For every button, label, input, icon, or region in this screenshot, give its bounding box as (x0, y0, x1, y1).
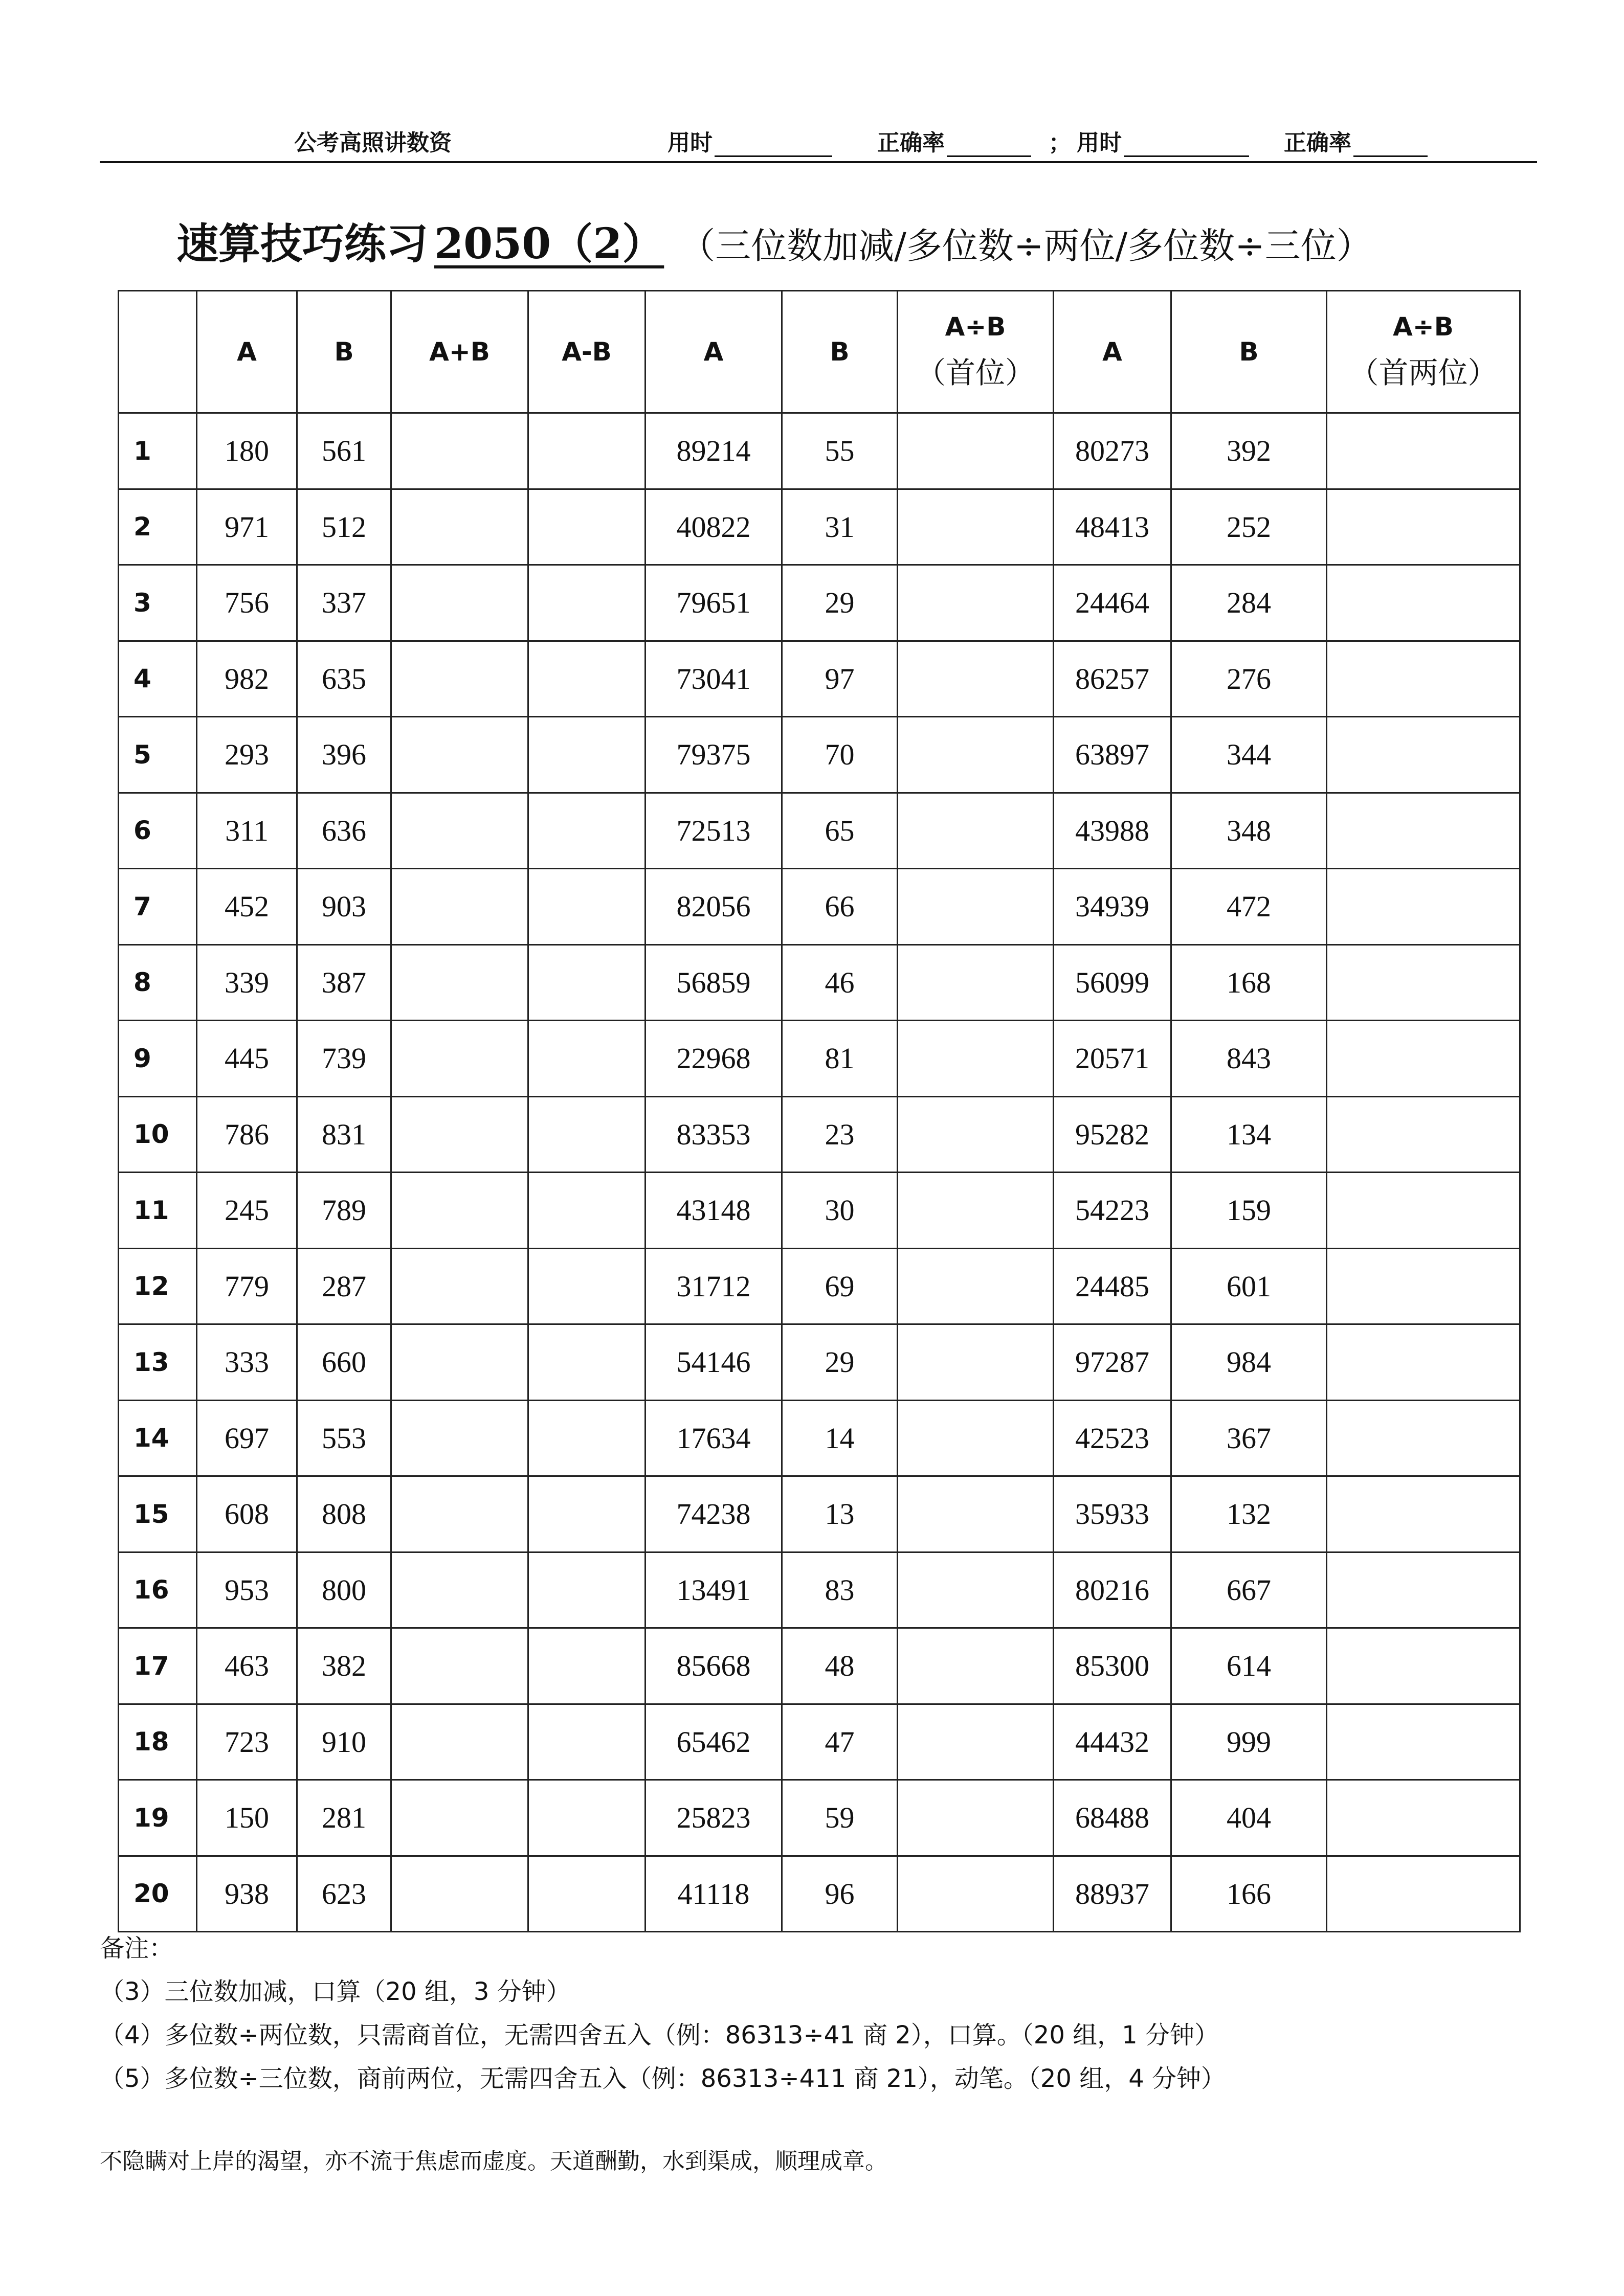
answer-quotient-two[interactable] (1327, 869, 1520, 945)
cell-b2: 81 (782, 1021, 898, 1097)
answer-quotient-first[interactable] (898, 1780, 1054, 1856)
cell-a2: 41118 (646, 1856, 782, 1932)
row-index: 4 (119, 641, 197, 717)
table-row (119, 413, 1520, 489)
answer-diff[interactable] (528, 1248, 646, 1324)
cell-a2: 73041 (646, 641, 782, 717)
cell-b3: 367 (1171, 1400, 1327, 1476)
cell-b2: 65 (782, 793, 898, 869)
answer-quotient-first[interactable] (898, 1324, 1054, 1401)
row-index: 12 (119, 1248, 197, 1324)
cell-a2: 79651 (646, 565, 782, 641)
answer-sum[interactable] (391, 1476, 528, 1552)
table-row (119, 1780, 1520, 1856)
note-line-4: （4）多位数÷两位数，只需商首位，无需四舍五入（例：86313÷41 商 2），口算。（20 组，1 分钟） (100, 2021, 1219, 2050)
answer-quotient-two[interactable] (1327, 793, 1520, 869)
time-field-1[interactable] (668, 124, 832, 157)
cell-a1: 339 (197, 944, 297, 1021)
notes-section (100, 1927, 1532, 2101)
answer-diff[interactable] (528, 1780, 646, 1856)
cell-a1: 971 (197, 489, 297, 565)
title-code: 2050（2） (434, 219, 664, 268)
cell-b2: 47 (782, 1704, 898, 1780)
cell-a2: 85668 (646, 1628, 782, 1704)
cell-a3: 20571 (1054, 1021, 1171, 1097)
cell-b1: 831 (297, 1096, 391, 1173)
answer-diff[interactable] (528, 1476, 646, 1552)
answer-quotient-first[interactable] (898, 1096, 1054, 1173)
table-row (119, 1248, 1520, 1324)
cell-a3: 56099 (1054, 944, 1171, 1021)
cell-a1: 697 (197, 1400, 297, 1476)
cell-b3: 276 (1171, 641, 1327, 717)
quotient-two-label: A÷B (1393, 312, 1454, 342)
cell-a1: 953 (197, 1552, 297, 1628)
time-label-1: 用时 (668, 130, 713, 156)
cell-b1: 337 (297, 565, 391, 641)
cell-a1: 311 (197, 793, 297, 869)
answer-sum[interactable] (391, 1324, 528, 1401)
answer-diff[interactable] (528, 1173, 646, 1249)
cell-b1: 903 (297, 869, 391, 945)
cell-a1: 245 (197, 1173, 297, 1249)
cell-a1: 608 (197, 1476, 297, 1552)
cell-a1: 180 (197, 413, 297, 489)
cell-b2: 30 (782, 1173, 898, 1249)
cell-a3: 35933 (1054, 1476, 1171, 1552)
cell-a3: 68488 (1054, 1780, 1171, 1856)
answer-quotient-first[interactable] (898, 793, 1054, 869)
row-index: 20 (119, 1856, 197, 1932)
col-header-diff: A-B (528, 291, 646, 413)
answer-sum[interactable] (391, 489, 528, 565)
cell-a3: 80273 (1054, 413, 1171, 489)
cell-a3: 43988 (1054, 793, 1171, 869)
practice-table (118, 290, 1521, 1932)
answer-quotient-two[interactable] (1327, 489, 1520, 565)
cell-a2: 25823 (646, 1780, 782, 1856)
header-row (119, 291, 1520, 413)
answer-diff[interactable] (528, 1324, 646, 1401)
cell-b3: 392 (1171, 413, 1327, 489)
cell-b1: 553 (297, 1400, 391, 1476)
cell-b2: 48 (782, 1628, 898, 1704)
answer-diff[interactable] (528, 565, 646, 641)
cell-b2: 59 (782, 1780, 898, 1856)
answer-quotient-first[interactable] (898, 1856, 1054, 1932)
cell-b3: 667 (1171, 1552, 1327, 1628)
answer-sum[interactable] (391, 1096, 528, 1173)
row-index: 2 (119, 489, 197, 565)
cell-b3: 984 (1171, 1324, 1327, 1401)
cell-a3: 24464 (1054, 565, 1171, 641)
time-blank-2[interactable] (1124, 133, 1249, 157)
answer-quotient-two[interactable] (1327, 1476, 1520, 1552)
cell-b1: 635 (297, 641, 391, 717)
answer-sum[interactable] (391, 1780, 528, 1856)
answer-quotient-two[interactable] (1327, 1856, 1520, 1932)
table-row (119, 565, 1520, 641)
answer-quotient-first[interactable] (898, 413, 1054, 489)
cell-b3: 472 (1171, 869, 1327, 945)
cell-a2: 74238 (646, 1476, 782, 1552)
answer-quotient-two[interactable] (1327, 717, 1520, 793)
answer-quotient-first[interactable] (898, 1021, 1054, 1097)
cell-b3: 614 (1171, 1628, 1327, 1704)
cell-b2: 23 (782, 1096, 898, 1173)
row-index: 10 (119, 1096, 197, 1173)
cell-b2: 69 (782, 1248, 898, 1324)
cell-a2: 72513 (646, 793, 782, 869)
cell-b1: 808 (297, 1476, 391, 1552)
cell-a3: 88937 (1054, 1856, 1171, 1932)
cell-a3: 54223 (1054, 1173, 1171, 1249)
cell-b2: 83 (782, 1552, 898, 1628)
cell-b2: 13 (782, 1476, 898, 1552)
page-header (100, 115, 1537, 163)
cell-b2: 31 (782, 489, 898, 565)
cell-b3: 134 (1171, 1096, 1327, 1173)
cell-b2: 70 (782, 717, 898, 793)
col-header-sum: A+B (391, 291, 528, 413)
cell-a3: 95282 (1054, 1096, 1171, 1173)
answer-sum[interactable] (391, 1628, 528, 1704)
row-index: 6 (119, 793, 197, 869)
cell-a3: 85300 (1054, 1628, 1171, 1704)
answer-quotient-first[interactable] (898, 1248, 1054, 1324)
row-index: 14 (119, 1400, 197, 1476)
cell-b3: 601 (1171, 1248, 1327, 1324)
answer-quotient-two[interactable] (1327, 1780, 1520, 1856)
cell-b2: 97 (782, 641, 898, 717)
cell-a2: 54146 (646, 1324, 782, 1401)
cell-b2: 29 (782, 565, 898, 641)
cell-b3: 843 (1171, 1021, 1327, 1097)
cell-a2: 65462 (646, 1704, 782, 1780)
table-row (119, 1476, 1520, 1552)
answer-diff[interactable] (528, 1552, 646, 1628)
cell-a2: 83353 (646, 1096, 782, 1173)
cell-b1: 561 (297, 413, 391, 489)
row-index: 16 (119, 1552, 197, 1628)
cell-b1: 800 (297, 1552, 391, 1628)
answer-quotient-two[interactable] (1327, 1704, 1520, 1780)
answer-sum[interactable] (391, 1248, 528, 1324)
row-index: 7 (119, 869, 197, 945)
answer-quotient-first[interactable] (898, 1476, 1054, 1552)
cell-a2: 17634 (646, 1400, 782, 1476)
cell-b3: 344 (1171, 717, 1327, 793)
answer-quotient-two[interactable] (1327, 1248, 1520, 1324)
answer-sum[interactable] (391, 1704, 528, 1780)
row-index: 8 (119, 944, 197, 1021)
cell-b1: 789 (297, 1173, 391, 1249)
cell-b3: 252 (1171, 489, 1327, 565)
accuracy-blank-1[interactable] (947, 133, 1031, 157)
cell-a1: 786 (197, 1096, 297, 1173)
cell-a1: 463 (197, 1628, 297, 1704)
answer-sum[interactable] (391, 869, 528, 945)
table-row (119, 1324, 1520, 1401)
answer-quotient-first[interactable] (898, 565, 1054, 641)
answer-diff[interactable] (528, 1856, 646, 1932)
cell-b3: 284 (1171, 565, 1327, 641)
cell-b3: 166 (1171, 1856, 1327, 1932)
answer-sum[interactable] (391, 565, 528, 641)
table-row (119, 1856, 1520, 1932)
row-index: 1 (119, 413, 197, 489)
cell-b1: 281 (297, 1780, 391, 1856)
cell-a1: 452 (197, 869, 297, 945)
answer-quotient-first[interactable] (898, 869, 1054, 945)
cell-b3: 404 (1171, 1780, 1327, 1856)
answer-quotient-two[interactable] (1327, 1628, 1520, 1704)
quotient-two-sub: （首两位） (1349, 355, 1498, 390)
answer-quotient-first[interactable] (898, 1704, 1054, 1780)
answer-quotient-first[interactable] (898, 1173, 1054, 1249)
title-main: 速算技巧练习 (176, 219, 429, 268)
col-header-b3: B (1171, 291, 1327, 413)
table-row (119, 1552, 1520, 1628)
time-blank-1[interactable] (715, 133, 832, 157)
cell-a3: 97287 (1054, 1324, 1171, 1401)
quotient-first-label: A÷B (945, 312, 1006, 342)
answer-diff[interactable] (528, 1021, 646, 1097)
accuracy-blank-2[interactable] (1353, 133, 1428, 157)
cell-a2: 13491 (646, 1552, 782, 1628)
cell-b2: 55 (782, 413, 898, 489)
cell-b1: 287 (297, 1248, 391, 1324)
separator: ； (1049, 130, 1071, 156)
page-title (176, 211, 1372, 267)
accuracy-field-2[interactable] (1284, 124, 1428, 157)
table-row (119, 944, 1520, 1021)
answer-quotient-two[interactable] (1327, 413, 1520, 489)
answer-sum[interactable] (391, 717, 528, 793)
time-field-2[interactable] (1077, 124, 1249, 157)
col-header-b2: B (782, 291, 898, 413)
cell-b3: 999 (1171, 1704, 1327, 1780)
cell-b2: 46 (782, 944, 898, 1021)
answer-diff[interactable] (528, 1400, 646, 1476)
cell-a1: 779 (197, 1248, 297, 1324)
answer-diff[interactable] (528, 1096, 646, 1173)
cell-b3: 348 (1171, 793, 1327, 869)
cell-a3: 44432 (1054, 1704, 1171, 1780)
answer-sum[interactable] (391, 413, 528, 489)
cell-a2: 40822 (646, 489, 782, 565)
col-header-quotient-first (898, 291, 1054, 413)
col-header-a3: A (1054, 291, 1171, 413)
cell-a1: 756 (197, 565, 297, 641)
note-line-3: （3）三位数加减，口算（20 组，3 分钟） (100, 1977, 571, 2006)
cell-b1: 396 (297, 717, 391, 793)
answer-quotient-two[interactable] (1327, 641, 1520, 717)
answer-quotient-two[interactable] (1327, 565, 1520, 641)
cell-a1: 982 (197, 641, 297, 717)
cell-a2: 22968 (646, 1021, 782, 1097)
cell-b1: 387 (297, 944, 391, 1021)
row-index: 9 (119, 1021, 197, 1097)
answer-sum[interactable] (391, 1400, 528, 1476)
answer-diff[interactable] (528, 1628, 646, 1704)
cell-a3: 48413 (1054, 489, 1171, 565)
answer-quotient-two[interactable] (1327, 1096, 1520, 1173)
answer-diff[interactable] (528, 944, 646, 1021)
answer-quotient-two[interactable] (1327, 1173, 1520, 1249)
table-row (119, 1628, 1520, 1704)
note-line-5: （5）多位数÷三位数，商前两位，无需四舍五入（例：86313÷411 商 21），动笔。（20 组，4 分钟） (100, 2064, 1226, 2093)
col-header-index (119, 291, 197, 413)
answer-quotient-first[interactable] (898, 1400, 1054, 1476)
col-header-b1: B (297, 291, 391, 413)
cell-b3: 132 (1171, 1476, 1327, 1552)
table-row (119, 641, 1520, 717)
quotient-first-sub: （首位） (916, 355, 1035, 390)
cell-a2: 31712 (646, 1248, 782, 1324)
cell-b2: 96 (782, 1856, 898, 1932)
cell-a2: 79375 (646, 717, 782, 793)
cell-b2: 29 (782, 1324, 898, 1401)
table-row (119, 869, 1520, 945)
answer-sum[interactable] (391, 1173, 528, 1249)
answer-quotient-two[interactable] (1327, 1400, 1520, 1476)
row-index: 13 (119, 1324, 197, 1401)
answer-diff[interactable] (528, 793, 646, 869)
answer-sum[interactable] (391, 944, 528, 1021)
answer-quotient-first[interactable] (898, 641, 1054, 717)
answer-quotient-first[interactable] (898, 489, 1054, 565)
answer-diff[interactable] (528, 489, 646, 565)
answer-sum[interactable] (391, 793, 528, 869)
row-index: 5 (119, 717, 197, 793)
cell-a1: 333 (197, 1324, 297, 1401)
source-label: 公考高照讲数资 (294, 130, 452, 156)
answer-sum[interactable] (391, 1021, 528, 1097)
cell-a2: 43148 (646, 1173, 782, 1249)
answer-quotient-first[interactable] (898, 717, 1054, 793)
cell-b2: 66 (782, 869, 898, 945)
answer-sum[interactable] (391, 1552, 528, 1628)
answer-quotient-two[interactable] (1327, 1021, 1520, 1097)
col-header-a2: A (646, 291, 782, 413)
table-row (119, 1173, 1520, 1249)
row-index: 18 (119, 1704, 197, 1780)
table-body (119, 413, 1520, 1932)
cell-b1: 739 (297, 1021, 391, 1097)
row-index: 11 (119, 1173, 197, 1249)
answer-diff[interactable] (528, 1704, 646, 1780)
cell-b1: 636 (297, 793, 391, 869)
cell-a1: 723 (197, 1704, 297, 1780)
time-label-2: 用时 (1077, 130, 1122, 156)
answer-sum[interactable] (391, 1856, 528, 1932)
answer-diff[interactable] (528, 641, 646, 717)
cell-b1: 910 (297, 1704, 391, 1780)
cell-a3: 42523 (1054, 1400, 1171, 1476)
notes-heading: 备注： (100, 1934, 174, 1963)
table-row (119, 793, 1520, 869)
answer-quotient-first[interactable] (898, 1628, 1054, 1704)
cell-a3: 34939 (1054, 869, 1171, 945)
accuracy-field-1[interactable] (877, 124, 1031, 157)
cell-a2: 82056 (646, 869, 782, 945)
table-row (119, 1096, 1520, 1173)
answer-quotient-two[interactable] (1327, 944, 1520, 1021)
cell-b1: 623 (297, 1856, 391, 1932)
answer-diff[interactable] (528, 869, 646, 945)
footer-quote: 不隐瞒对上岸的渴望，亦不流于焦虑而虚度。天道酬勤，水到渠成，顺理成章。 (100, 2148, 887, 2174)
cell-a3: 86257 (1054, 641, 1171, 717)
cell-a3: 63897 (1054, 717, 1171, 793)
answer-sum[interactable] (391, 641, 528, 717)
table-row (119, 1704, 1520, 1780)
answer-diff[interactable] (528, 413, 646, 489)
answer-quotient-first[interactable] (898, 944, 1054, 1021)
row-index: 3 (119, 565, 197, 641)
cell-a2: 89214 (646, 413, 782, 489)
cell-b3: 168 (1171, 944, 1327, 1021)
accuracy-label-1: 正确率 (877, 130, 945, 156)
row-index: 17 (119, 1628, 197, 1704)
cell-b1: 382 (297, 1628, 391, 1704)
cell-b3: 159 (1171, 1173, 1327, 1249)
table-row (119, 1400, 1520, 1476)
cell-a3: 80216 (1054, 1552, 1171, 1628)
cell-b1: 512 (297, 489, 391, 565)
col-header-quotient-two (1327, 291, 1520, 413)
cell-b2: 14 (782, 1400, 898, 1476)
answer-quotient-first[interactable] (898, 1552, 1054, 1628)
row-index: 19 (119, 1780, 197, 1856)
cell-a2: 56859 (646, 944, 782, 1021)
accuracy-label-2: 正确率 (1284, 130, 1351, 156)
cell-a1: 938 (197, 1856, 297, 1932)
answer-quotient-two[interactable] (1327, 1324, 1520, 1401)
title-subtitle: （三位数加减/多位数÷两位/多位数÷三位） (679, 225, 1372, 267)
table-row (119, 1021, 1520, 1097)
table-row (119, 489, 1520, 565)
cell-a1: 293 (197, 717, 297, 793)
table-row (119, 717, 1520, 793)
cell-a1: 150 (197, 1780, 297, 1856)
answer-quotient-two[interactable] (1327, 1552, 1520, 1628)
col-header-a1: A (197, 291, 297, 413)
cell-a1: 445 (197, 1021, 297, 1097)
answer-diff[interactable] (528, 717, 646, 793)
cell-a3: 24485 (1054, 1248, 1171, 1324)
cell-b1: 660 (297, 1324, 391, 1401)
row-index: 15 (119, 1476, 197, 1552)
